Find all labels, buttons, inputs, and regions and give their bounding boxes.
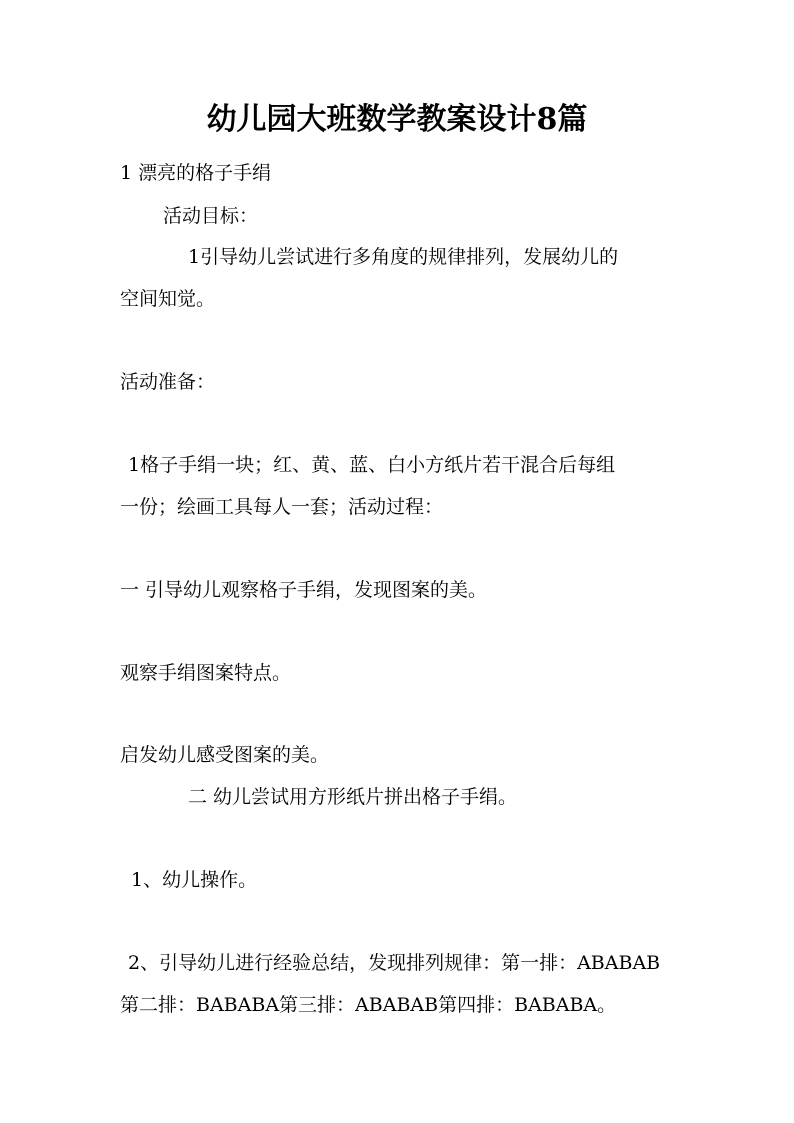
section-heading: 1 漂亮的格子手绢 — [120, 162, 272, 184]
inspire-beauty-text: 启发幼儿感受图案的美。 — [120, 744, 330, 766]
step-one-heading: 一 引导幼儿观察格子手绢，发现图案的美。 — [120, 579, 488, 601]
summary-text-line-1: 2、引导幼儿进行经验总结，发现排列规律：第一排：ABABAB — [128, 952, 661, 974]
document-title: 幼儿园大班数学教案设计8篇 — [206, 102, 588, 137]
preparation-text-line-2: 一份；绘画工具每人一套；活动过程： — [120, 496, 444, 518]
preparation-text-line-1: 1格子手绢一块；红、黄、蓝、白小方纸片若干混合后每组 — [128, 454, 616, 476]
step-two-heading: 二 幼儿尝试用方形纸片拼出格子手绢。 — [188, 786, 518, 808]
child-operation-text: 1、幼儿操作。 — [131, 869, 258, 891]
observe-pattern-text: 观察手绢图案特点。 — [120, 662, 292, 684]
preparation-label: 活动准备： — [120, 371, 216, 393]
goal-text-line-1: 1引导幼儿尝试进行多角度的规律排列，发展幼儿的 — [188, 246, 619, 268]
summary-text-line-2: 第二排：BABABA第三排：ABABAB第四排：BABABA。 — [120, 994, 617, 1016]
goal-text-line-2: 空间知觉。 — [120, 288, 216, 310]
activity-goal-label: 活动目标： — [163, 205, 259, 227]
